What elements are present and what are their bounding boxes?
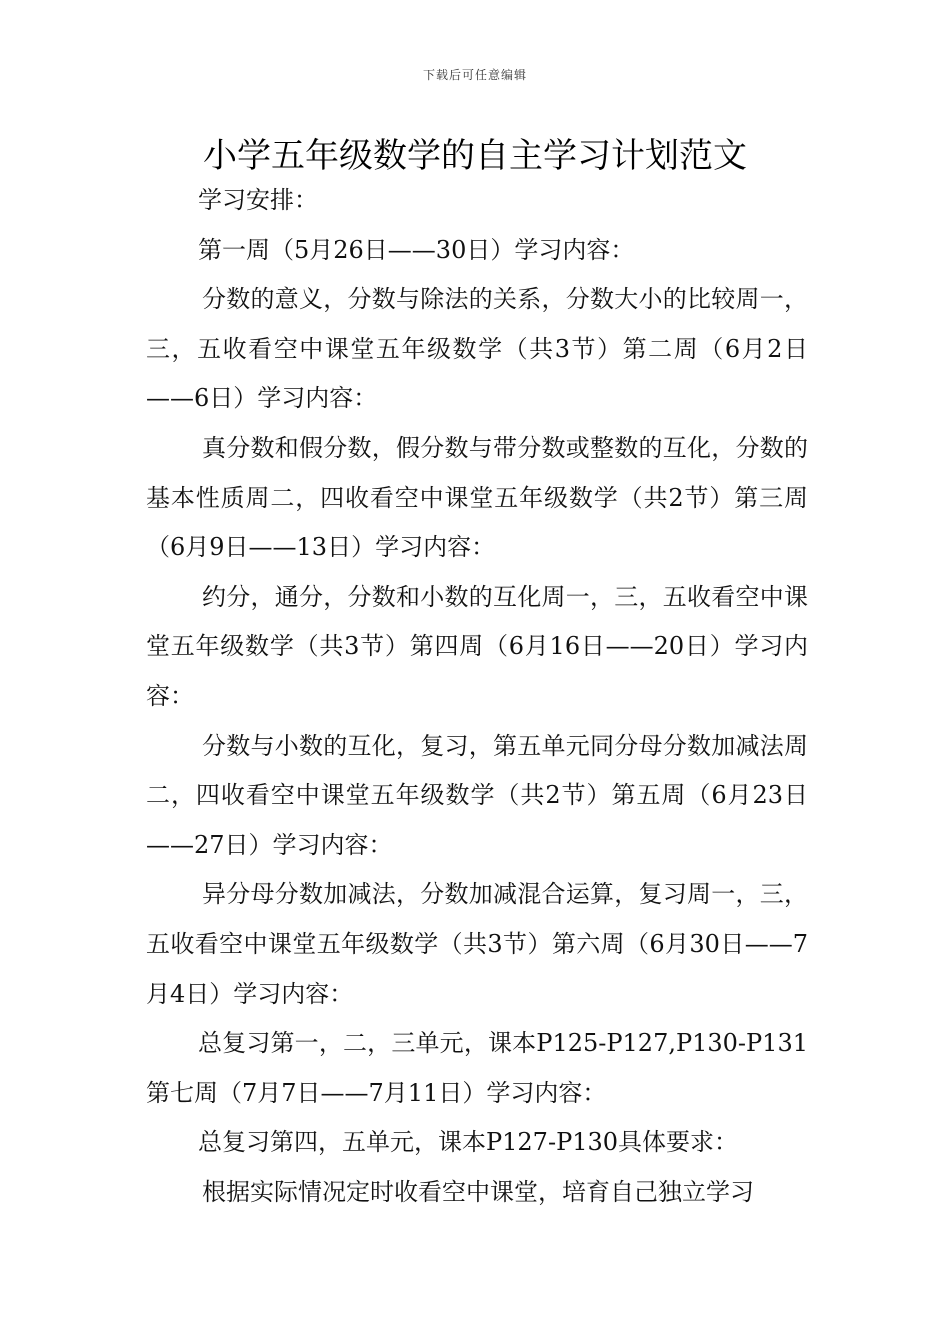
paragraph: 真分数和假分数，假分数与带分数或整数的互化，分数的基本性质周二，四收看空中课堂五年级数学（共2节）第三周（6月9日——13日）学习内容： [146, 433, 808, 562]
document-body [146, 176, 808, 1217]
paragraph: 分数与小数的互化，复习，第五单元同分母分数加减法周二，四收看空中课堂五年级数学（共2节）第五周（6月23日——27日）学习内容： [146, 731, 808, 859]
page-header: 下载后可任意编辑 [422, 68, 527, 82]
paragraph: 根据实际情况定时收看空中课堂，培育自己独立学习 [202, 1177, 754, 1206]
paragraph: 异分母分数加减法，分数加减混合运算，复习周一，三，五收看空中课堂五年级数学（共3节）第六周（6月30日——7月4日）学习内容： [146, 880, 808, 1008]
paragraph: 总复习第一，二，三单元，课本P125-P127,P130-P131第七周（7月7日——7月11日）学习内容： [146, 1029, 808, 1107]
paragraph: 约分，通分，分数和小数的互化周一，三，五收看空中课堂五年级数学（共3节）第四周（6月16日——20日）学习内容： [146, 582, 808, 710]
paragraph: 学习安排： [198, 186, 318, 214]
paragraph: 总复习第四，五单元，课本P127-P130具体要求： [198, 1128, 739, 1157]
paragraph: 分数的意义，分数与除法的关系，分数大小的比较周一，三，五收看空中课堂五年级数学（共3节）第二周（6月2日——6日）学习内容： [146, 285, 808, 413]
paragraph: 第一周（5月26日——30日）学习内容： [198, 235, 635, 264]
document-title: 小学五年级数学的自主学习计划范文 [203, 136, 747, 176]
